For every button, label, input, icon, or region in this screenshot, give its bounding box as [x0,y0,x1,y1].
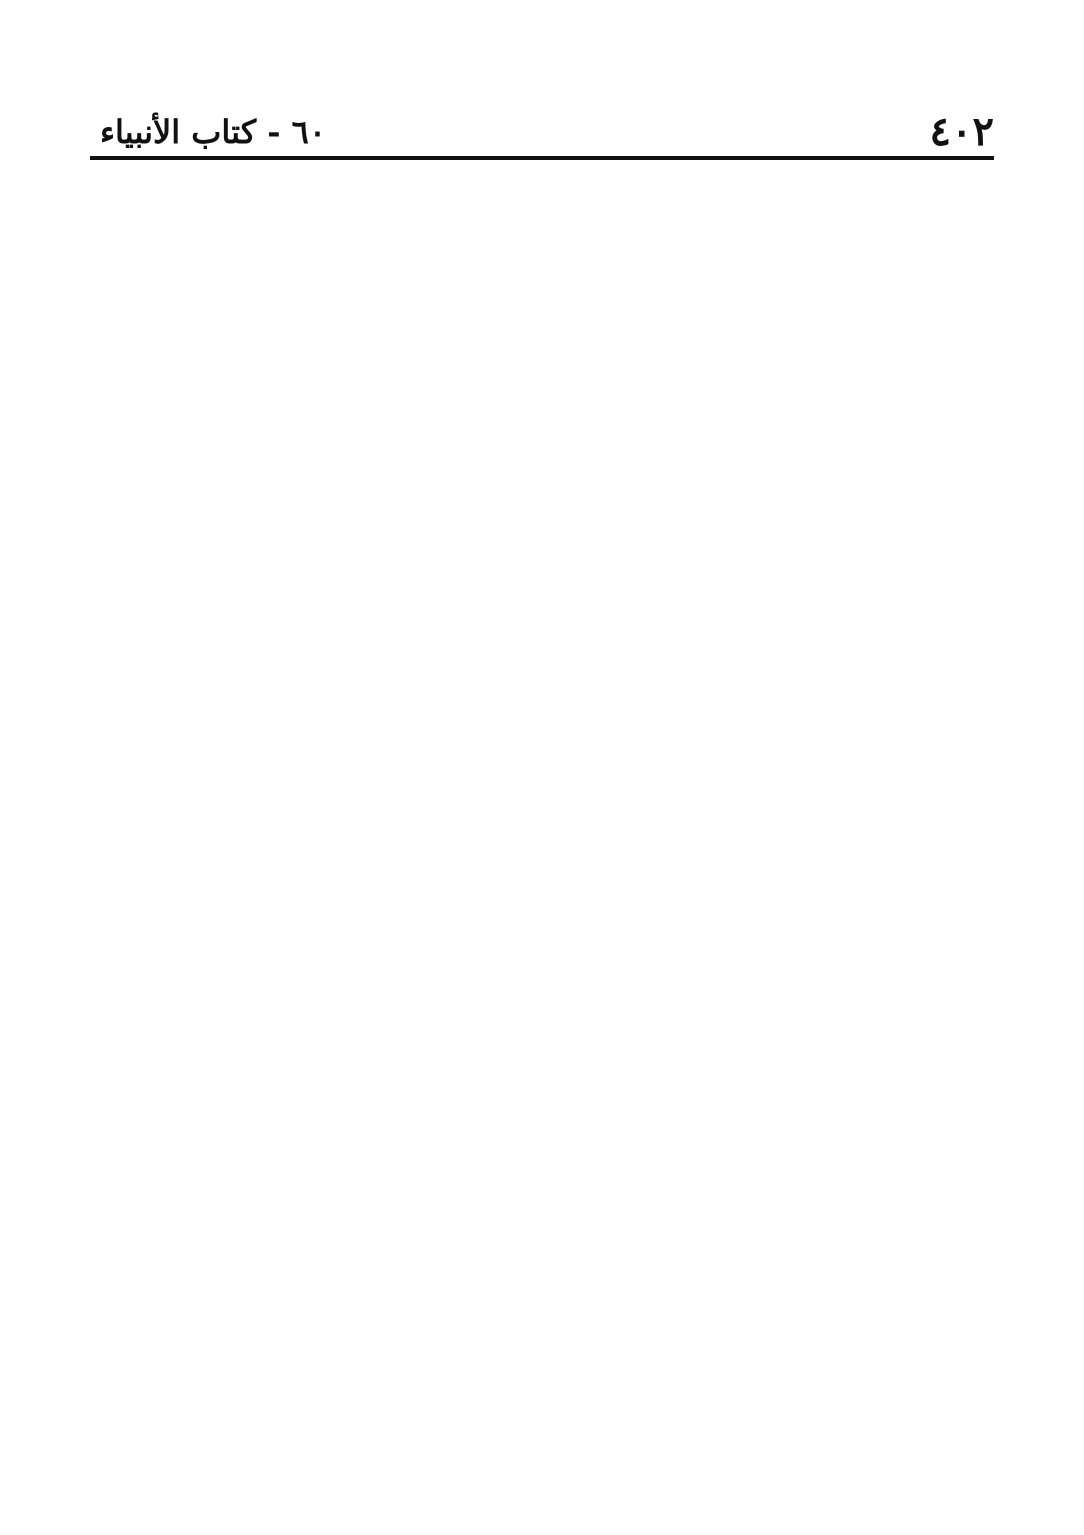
running-title: ٦٠ - كتاب الأنبياء [100,113,326,151]
commentary-text [90,176,994,1496]
page-number: ٤٠٢ [929,108,994,155]
page-header [90,108,994,160]
